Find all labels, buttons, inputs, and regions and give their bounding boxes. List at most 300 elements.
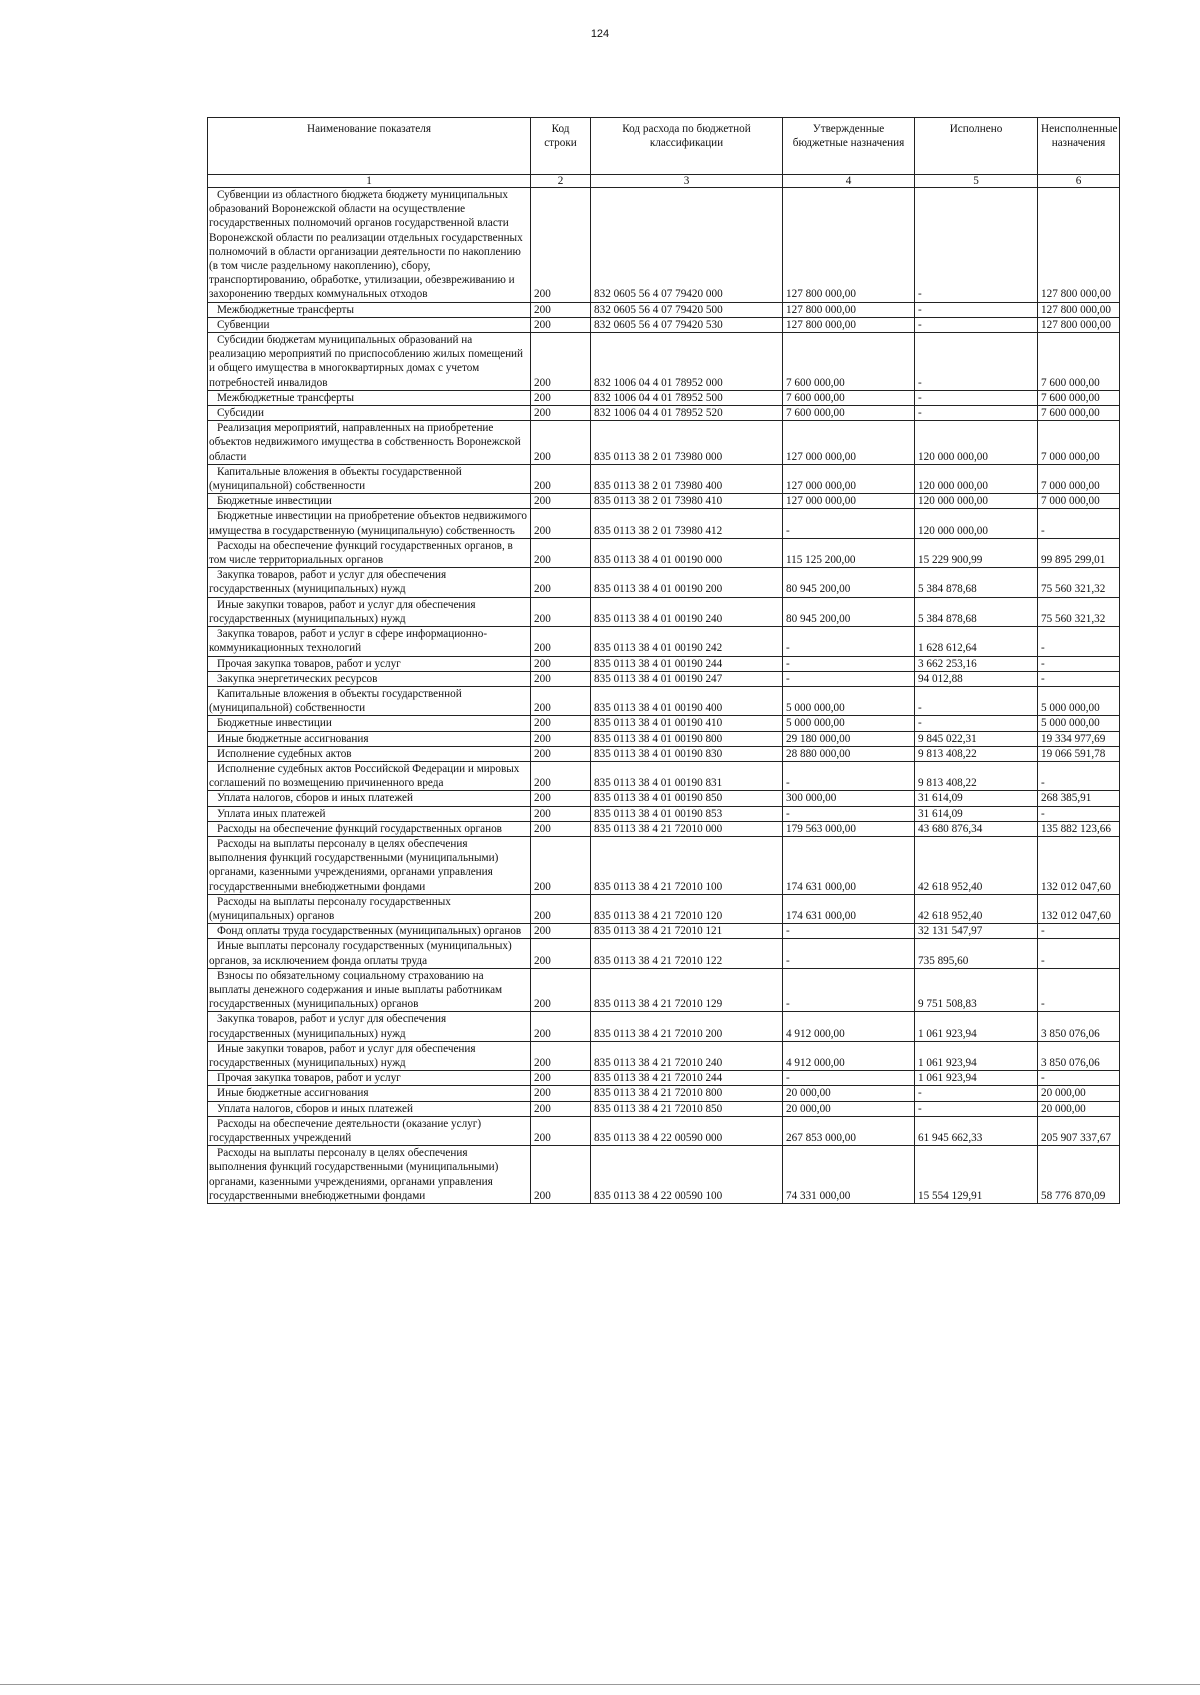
unexecuted-amount-cell: 58 776 870,09 (1038, 1146, 1120, 1204)
table-row (208, 333, 1120, 391)
indicator-name-text: Межбюджетные трансферты (217, 391, 354, 404)
unexecuted-amount-cell: 127 800 000,00 (1038, 317, 1120, 332)
executed-amount-cell: 9 751 508,83 (915, 968, 1038, 1012)
line-code-cell: 200 (531, 538, 591, 567)
executed-amount-cell: 15 554 129,91 (915, 1146, 1038, 1204)
unexecuted-amount-cell: 7 600 000,00 (1038, 406, 1120, 421)
table-row (208, 821, 1120, 836)
executed-amount-cell: 120 000 000,00 (915, 464, 1038, 493)
line-code-cell: 200 (531, 302, 591, 317)
classification-code-cell: 835 0113 38 4 01 00190 850 (591, 791, 783, 806)
indicator-name-cell (208, 656, 531, 671)
indicator-name-cell (208, 390, 531, 405)
executed-amount-cell: - (915, 1101, 1038, 1116)
indicator-name-text: Реализация мероприятий, направленных на приобретение объектов недвижимого имущества в собственность Воронежской области (209, 422, 521, 463)
table-row (208, 421, 1120, 465)
indicator-name-text: Иные закупки товаров, работ и услуг для обеспечения государственных (муниципальных) нужд (209, 1042, 476, 1069)
classification-code-cell: 832 1006 04 4 01 78952 000 (591, 333, 783, 391)
approved-amount-cell: - (783, 761, 915, 790)
indicator-name-text: Взносы по обязательному социальному страхованию на выплаты денежного содержания и иные выплаты работникам государственных (муниципальных) органов (209, 969, 503, 1011)
table-row (208, 791, 1120, 806)
line-code-cell: 200 (531, 317, 591, 332)
classification-code-cell: 832 0605 56 4 07 79420 530 (591, 317, 783, 332)
table-row (208, 390, 1120, 405)
approved-amount-cell: 7 600 000,00 (783, 390, 915, 405)
indicator-name-cell (208, 568, 531, 597)
budget-execution-table (207, 117, 1120, 1204)
approved-amount-cell: 20 000,00 (783, 1086, 915, 1101)
approved-amount-cell: 7 600 000,00 (783, 406, 915, 421)
table-row (208, 939, 1120, 968)
column-number: 4 (783, 175, 915, 188)
approved-amount-cell: - (783, 924, 915, 939)
indicator-name-text: Капитальные вложения в объекты государственной (муниципальной) собственности (209, 687, 462, 715)
table-row (208, 836, 1120, 894)
executed-amount-cell: 1 061 923,94 (915, 1041, 1038, 1070)
executed-amount-cell: 31 614,09 (915, 806, 1038, 821)
table-row (208, 731, 1120, 746)
table-row (208, 1041, 1120, 1070)
unexecuted-amount-cell: - (1038, 627, 1120, 656)
classification-code-cell: 835 0113 38 4 01 00190 200 (591, 568, 783, 597)
unexecuted-amount-cell: - (1038, 1071, 1120, 1086)
indicator-name-text: Субвенции (217, 318, 270, 331)
unexecuted-amount-cell: - (1038, 806, 1120, 821)
line-code-cell: 200 (531, 791, 591, 806)
unexecuted-amount-cell: 127 800 000,00 (1038, 302, 1120, 317)
table-row (208, 627, 1120, 656)
unexecuted-amount-cell: - (1038, 761, 1120, 790)
table-row (208, 686, 1120, 715)
approved-amount-cell: 127 000 000,00 (783, 464, 915, 493)
line-code-cell: 200 (531, 1071, 591, 1086)
indicator-name-cell (208, 406, 531, 421)
column-number-row (208, 175, 1120, 188)
indicator-name-text: Капитальные вложения в объекты государственной (муниципальной) собственности (209, 465, 462, 493)
indicator-name-cell (208, 806, 531, 821)
indicator-name-cell (208, 1071, 531, 1086)
column-number: 5 (915, 175, 1038, 188)
executed-amount-cell: - (915, 716, 1038, 731)
line-code-cell: 200 (531, 656, 591, 671)
approved-amount-cell: 80 945 200,00 (783, 568, 915, 597)
approved-amount-cell: 300 000,00 (783, 791, 915, 806)
line-code-cell: 200 (531, 821, 591, 836)
approved-amount-cell: 28 880 000,00 (783, 746, 915, 761)
approved-amount-cell: 4 912 000,00 (783, 1041, 915, 1070)
unexecuted-amount-cell: - (1038, 656, 1120, 671)
indicator-name-text: Исполнение судебных актов (217, 747, 352, 760)
executed-amount-cell: 32 131 547,97 (915, 924, 1038, 939)
unexecuted-amount-cell: 99 895 299,01 (1038, 538, 1120, 567)
approved-amount-cell: - (783, 627, 915, 656)
executed-amount-cell: 5 384 878,68 (915, 568, 1038, 597)
unexecuted-amount-cell: 132 012 047,60 (1038, 836, 1120, 894)
table-row (208, 761, 1120, 790)
line-code-cell: 200 (531, 188, 591, 303)
indicator-name-cell (208, 188, 531, 303)
line-code-cell: 200 (531, 464, 591, 493)
approved-amount-cell: 7 600 000,00 (783, 333, 915, 391)
approved-amount-cell: 4 912 000,00 (783, 1012, 915, 1041)
approved-amount-cell: - (783, 939, 915, 968)
executed-amount-cell: - (915, 333, 1038, 391)
table-row (208, 302, 1120, 317)
header-budget-classification-code: Код расхода по бюджетной классификации (591, 118, 783, 175)
executed-amount-cell: 1 061 923,94 (915, 1071, 1038, 1086)
indicator-name-text: Иные закупки товаров, работ и услуг для обеспечения государственных (муниципальных) нужд (209, 598, 476, 625)
column-number: 1 (208, 175, 531, 188)
unexecuted-amount-cell: 7 000 000,00 (1038, 494, 1120, 509)
classification-code-cell: 835 0113 38 4 21 72010 100 (591, 836, 783, 894)
indicator-name-cell (208, 464, 531, 493)
line-code-cell: 200 (531, 1116, 591, 1145)
indicator-name-text: Межбюджетные трансферты (217, 303, 354, 316)
classification-code-cell: 835 0113 38 4 21 72010 240 (591, 1041, 783, 1070)
line-code-cell: 200 (531, 406, 591, 421)
approved-amount-cell: 174 631 000,00 (783, 836, 915, 894)
executed-amount-cell: 42 618 952,40 (915, 894, 1038, 923)
classification-code-cell: 835 0113 38 4 01 00190 800 (591, 731, 783, 746)
executed-amount-cell: 1 061 923,94 (915, 1012, 1038, 1041)
unexecuted-amount-cell: - (1038, 939, 1120, 968)
indicator-name-text: Закупка товаров, работ и услуг в сфере информационно-коммуникационных технологий (209, 628, 488, 655)
executed-amount-cell: - (915, 406, 1038, 421)
indicator-name-text: Субсидии (217, 407, 264, 420)
table-row (208, 509, 1120, 538)
indicator-name-cell (208, 761, 531, 790)
table-row (208, 1086, 1120, 1101)
executed-amount-cell: 120 000 000,00 (915, 421, 1038, 465)
classification-code-cell: 835 0113 38 2 01 73980 410 (591, 494, 783, 509)
line-code-cell: 200 (531, 509, 591, 538)
indicator-name-text: Иные бюджетные ассигнования (217, 732, 369, 745)
table-row (208, 406, 1120, 421)
executed-amount-cell: 43 680 876,34 (915, 821, 1038, 836)
header-approved-allocations: Утвержденные бюджетные назначения (783, 118, 915, 175)
line-code-cell: 200 (531, 494, 591, 509)
approved-amount-cell: 174 631 000,00 (783, 894, 915, 923)
approved-amount-cell: 80 945 200,00 (783, 597, 915, 626)
table-row (208, 597, 1120, 626)
header-indicator-name: Наименование показателя (208, 118, 531, 175)
table-row (208, 968, 1120, 1012)
executed-amount-cell: - (915, 1086, 1038, 1101)
approved-amount-cell: 20 000,00 (783, 1101, 915, 1116)
classification-code-cell: 835 0113 38 4 01 00190 410 (591, 716, 783, 731)
indicator-name-cell (208, 1146, 531, 1204)
indicator-name-text: Субсидии бюджетам муниципальных образований на реализацию мероприятий по приспособлению жилых помещений и общего имущества в многоквартирных домах с учетом потребностей инвалидов (209, 334, 524, 389)
column-number: 6 (1038, 175, 1120, 188)
indicator-name-cell (208, 538, 531, 567)
executed-amount-cell: 31 614,09 (915, 791, 1038, 806)
table-row (208, 924, 1120, 939)
indicator-name-cell (208, 509, 531, 538)
executed-amount-cell: 120 000 000,00 (915, 509, 1038, 538)
line-code-cell: 200 (531, 761, 591, 790)
approved-amount-cell: 5 000 000,00 (783, 686, 915, 715)
classification-code-cell: 835 0113 38 4 01 00190 400 (591, 686, 783, 715)
table-row (208, 894, 1120, 923)
line-code-cell: 200 (531, 333, 591, 391)
unexecuted-amount-cell: 5 000 000,00 (1038, 716, 1120, 731)
table-row (208, 317, 1120, 332)
line-code-cell: 200 (531, 597, 591, 626)
unexecuted-amount-cell: 3 850 076,06 (1038, 1041, 1120, 1070)
approved-amount-cell: - (783, 671, 915, 686)
executed-amount-cell: - (915, 302, 1038, 317)
indicator-name-cell (208, 924, 531, 939)
approved-amount-cell: - (783, 1071, 915, 1086)
unexecuted-amount-cell: 75 560 321,32 (1038, 597, 1120, 626)
indicator-name-text: Уплата налогов, сборов и иных платежей (217, 792, 413, 805)
executed-amount-cell: 120 000 000,00 (915, 494, 1038, 509)
classification-code-cell: 835 0113 38 2 01 73980 000 (591, 421, 783, 465)
indicator-name-cell (208, 716, 531, 731)
indicator-name-cell (208, 821, 531, 836)
unexecuted-amount-cell: 7 600 000,00 (1038, 333, 1120, 391)
line-code-cell: 200 (531, 627, 591, 656)
executed-amount-cell: 42 618 952,40 (915, 836, 1038, 894)
indicator-name-cell (208, 731, 531, 746)
unexecuted-amount-cell: 5 000 000,00 (1038, 686, 1120, 715)
classification-code-cell: 835 0113 38 4 01 00190 000 (591, 538, 783, 567)
bottom-rule (0, 1684, 1200, 1685)
approved-amount-cell: 127 800 000,00 (783, 302, 915, 317)
classification-code-cell: 835 0113 38 4 01 00190 244 (591, 656, 783, 671)
page-number: 124 (590, 28, 610, 40)
line-code-cell: 200 (531, 1012, 591, 1041)
executed-amount-cell: 735 895,60 (915, 939, 1038, 968)
table-row (208, 568, 1120, 597)
indicator-name-text: Фонд оплаты труда государственных (муниципальных) органов (217, 925, 522, 938)
line-code-cell: 200 (531, 1101, 591, 1116)
approved-amount-cell: 127 000 000,00 (783, 494, 915, 509)
classification-code-cell: 835 0113 38 4 22 00590 100 (591, 1146, 783, 1204)
approved-amount-cell: 127 800 000,00 (783, 188, 915, 303)
classification-code-cell: 835 0113 38 4 21 72010 850 (591, 1101, 783, 1116)
unexecuted-amount-cell: 7 000 000,00 (1038, 464, 1120, 493)
executed-amount-cell: 61 945 662,33 (915, 1116, 1038, 1145)
classification-code-cell: 835 0113 38 4 21 72010 000 (591, 821, 783, 836)
table-row (208, 494, 1120, 509)
table-row (208, 1012, 1120, 1041)
executed-amount-cell: 9 813 408,22 (915, 746, 1038, 761)
classification-code-cell: 835 0113 38 4 01 00190 242 (591, 627, 783, 656)
table-row (208, 671, 1120, 686)
header-row (208, 118, 1120, 175)
header-line-code: Код строки (531, 118, 591, 175)
unexecuted-amount-cell: 3 850 076,06 (1038, 1012, 1120, 1041)
classification-code-cell: 835 0113 38 4 01 00190 240 (591, 597, 783, 626)
approved-amount-cell: 74 331 000,00 (783, 1146, 915, 1204)
unexecuted-amount-cell: 20 000,00 (1038, 1101, 1120, 1116)
indicator-name-text: Закупка товаров, работ и услуг для обеспечения государственных (муниципальных) нужд (209, 1013, 447, 1040)
indicator-name-text: Расходы на выплаты персоналу государственных (муниципальных) органов (209, 895, 451, 922)
line-code-cell: 200 (531, 390, 591, 405)
table-row (208, 464, 1120, 493)
indicator-name-text: Расходы на обеспечение деятельности (оказание услуг) государственных учреждений (209, 1117, 482, 1144)
indicator-name-text: Прочая закупка товаров, работ и услуг (217, 657, 401, 670)
unexecuted-amount-cell: - (1038, 924, 1120, 939)
classification-code-cell: 835 0113 38 4 01 00190 853 (591, 806, 783, 821)
header-executed: Исполнено (915, 118, 1038, 175)
classification-code-cell: 832 1006 04 4 01 78952 520 (591, 406, 783, 421)
unexecuted-amount-cell: 135 882 123,66 (1038, 821, 1120, 836)
classification-code-cell: 835 0113 38 4 21 72010 120 (591, 894, 783, 923)
table-row (208, 538, 1120, 567)
line-code-cell: 200 (531, 924, 591, 939)
indicator-name-cell (208, 317, 531, 332)
executed-amount-cell: 1 628 612,64 (915, 627, 1038, 656)
line-code-cell: 200 (531, 716, 591, 731)
indicator-name-cell (208, 1086, 531, 1101)
table-row (208, 806, 1120, 821)
executed-amount-cell: - (915, 390, 1038, 405)
indicator-name-text: Уплата налогов, сборов и иных платежей (217, 1102, 413, 1115)
line-code-cell: 200 (531, 1041, 591, 1070)
indicator-name-text: Расходы на выплаты персоналу в целях обеспечения выполнения функций государственными (муниципальными) органами, казенными учреждениями, органами управления государственными внебюджетными фондами (209, 837, 499, 893)
line-code-cell: 200 (531, 1086, 591, 1101)
classification-code-cell: 835 0113 38 4 21 72010 244 (591, 1071, 783, 1086)
unexecuted-amount-cell: 7 600 000,00 (1038, 390, 1120, 405)
column-number: 2 (531, 175, 591, 188)
table-row (208, 1116, 1120, 1145)
classification-code-cell: 835 0113 38 2 01 73980 400 (591, 464, 783, 493)
indicator-name-cell (208, 627, 531, 656)
unexecuted-amount-cell: 75 560 321,32 (1038, 568, 1120, 597)
classification-code-cell: 835 0113 38 4 21 72010 800 (591, 1086, 783, 1101)
classification-code-cell: 835 0113 38 2 01 73980 412 (591, 509, 783, 538)
indicator-name-cell (208, 302, 531, 317)
approved-amount-cell: 29 180 000,00 (783, 731, 915, 746)
indicator-name-cell (208, 939, 531, 968)
executed-amount-cell: - (915, 317, 1038, 332)
table-row (208, 1146, 1120, 1204)
table-row (208, 188, 1120, 303)
executed-amount-cell: 9 813 408,22 (915, 761, 1038, 790)
indicator-name-text: Расходы на обеспечение функций государственных органов, в том числе территориальных органов (209, 539, 513, 567)
approved-amount-cell: 5 000 000,00 (783, 716, 915, 731)
line-code-cell: 200 (531, 806, 591, 821)
approved-amount-cell: - (783, 806, 915, 821)
approved-amount-cell: 179 563 000,00 (783, 821, 915, 836)
classification-code-cell: 832 0605 56 4 07 79420 000 (591, 188, 783, 303)
indicator-name-text: Бюджетные инвестиции на приобретение объектов недвижимого имущества в государственную (муниципальную) собственность (209, 510, 527, 537)
line-code-cell: 200 (531, 421, 591, 465)
line-code-cell: 200 (531, 746, 591, 761)
approved-amount-cell: 127 000 000,00 (783, 421, 915, 465)
unexecuted-amount-cell: 7 000 000,00 (1038, 421, 1120, 465)
executed-amount-cell: - (915, 686, 1038, 715)
approved-amount-cell: 115 125 200,00 (783, 538, 915, 567)
line-code-cell: 200 (531, 686, 591, 715)
unexecuted-amount-cell: 19 334 977,69 (1038, 731, 1120, 746)
executed-amount-cell: 9 845 022,31 (915, 731, 1038, 746)
indicator-name-cell (208, 1116, 531, 1145)
indicator-name-text: Иные выплаты персоналу государственных (муниципальных) органов, за исключением фонда оплаты труда (209, 940, 512, 967)
classification-code-cell: 835 0113 38 4 21 72010 200 (591, 1012, 783, 1041)
approved-amount-cell: 267 853 000,00 (783, 1116, 915, 1145)
indicator-name-cell (208, 686, 531, 715)
unexecuted-amount-cell: - (1038, 509, 1120, 538)
indicator-name-text: Прочая закупка товаров, работ и услуг (217, 1072, 401, 1085)
unexecuted-amount-cell: 19 066 591,78 (1038, 746, 1120, 761)
indicator-name-cell (208, 791, 531, 806)
column-number: 3 (591, 175, 783, 188)
line-code-cell: 200 (531, 671, 591, 686)
indicator-name-text: Уплата иных платежей (217, 807, 326, 820)
unexecuted-amount-cell: 268 385,91 (1038, 791, 1120, 806)
classification-code-cell: 835 0113 38 4 22 00590 000 (591, 1116, 783, 1145)
line-code-cell: 200 (531, 939, 591, 968)
indicator-name-cell (208, 746, 531, 761)
indicator-name-text: Закупка товаров, работ и услуг для обеспечения государственных (муниципальных) нужд (209, 569, 447, 596)
indicator-name-cell (208, 494, 531, 509)
line-code-cell: 200 (531, 968, 591, 1012)
table-body (208, 188, 1120, 1204)
line-code-cell: 200 (531, 1146, 591, 1204)
indicator-name-text: Бюджетные инвестиции (217, 495, 332, 508)
indicator-name-cell (208, 836, 531, 894)
classification-code-cell: 835 0113 38 4 21 72010 122 (591, 939, 783, 968)
indicator-name-cell (208, 894, 531, 923)
classification-code-cell: 835 0113 38 4 21 72010 129 (591, 968, 783, 1012)
approved-amount-cell: 127 800 000,00 (783, 317, 915, 332)
line-code-cell: 200 (531, 894, 591, 923)
indicator-name-text: Расходы на обеспечение функций государственных органов (217, 822, 502, 835)
indicator-name-cell (208, 1041, 531, 1070)
indicator-name-text: Расходы на выплаты персоналу в целях обеспечения выполнения функций государственными (муниципальными) органами, казенными учреждениями, органами управления государственными внебюджетными фондами (209, 1147, 499, 1202)
unexecuted-amount-cell: 205 907 337,67 (1038, 1116, 1120, 1145)
indicator-name-cell (208, 333, 531, 391)
table-row (208, 746, 1120, 761)
approved-amount-cell: - (783, 509, 915, 538)
approved-amount-cell: - (783, 968, 915, 1012)
indicator-name-text: Субвенции из областного бюджета бюджету муниципальных образований Воронежской области на осуществление государственных полномочий органов государственной власти Воронежской области по реализации отдельных государственных полномочий в области организации деятельности по накоплению (в том числе раздельному накоплению), сбору, транспортированию, обработке, утилизации, обезвреживанию и захоронению твердых коммунальных отходов (209, 189, 523, 301)
executed-amount-cell: 3 662 253,16 (915, 656, 1038, 671)
unexecuted-amount-cell: 127 800 000,00 (1038, 188, 1120, 303)
classification-code-cell: 832 1006 04 4 01 78952 500 (591, 390, 783, 405)
indicator-name-text: Иные бюджетные ассигнования (217, 1087, 369, 1100)
unexecuted-amount-cell: 132 012 047,60 (1038, 894, 1120, 923)
table-row (208, 1071, 1120, 1086)
line-code-cell: 200 (531, 568, 591, 597)
table-row (208, 1101, 1120, 1116)
indicator-name-cell (208, 1012, 531, 1041)
classification-code-cell: 835 0113 38 4 01 00190 247 (591, 671, 783, 686)
classification-code-cell: 835 0113 38 4 01 00190 830 (591, 746, 783, 761)
unexecuted-amount-cell: 20 000,00 (1038, 1086, 1120, 1101)
indicator-name-cell (208, 671, 531, 686)
approved-amount-cell: - (783, 656, 915, 671)
indicator-name-text: Бюджетные инвестиции (217, 717, 332, 730)
indicator-name-cell (208, 1101, 531, 1116)
executed-amount-cell: - (915, 188, 1038, 303)
indicator-name-cell (208, 597, 531, 626)
indicator-name-cell (208, 968, 531, 1012)
classification-code-cell: 835 0113 38 4 21 72010 121 (591, 924, 783, 939)
executed-amount-cell: 15 229 900,99 (915, 538, 1038, 567)
header-unexecuted-allocations: Неисполненные назначения (1038, 118, 1120, 175)
executed-amount-cell: 5 384 878,68 (915, 597, 1038, 626)
indicator-name-text: Исполнение судебных актов Российской Федерации и мировых соглашений по возмещению причиненного вреда (209, 762, 520, 790)
table-row (208, 656, 1120, 671)
unexecuted-amount-cell: - (1038, 671, 1120, 686)
line-code-cell: 200 (531, 836, 591, 894)
executed-amount-cell: 94 012,88 (915, 671, 1038, 686)
indicator-name-text: Закупка энергетических ресурсов (217, 672, 378, 685)
